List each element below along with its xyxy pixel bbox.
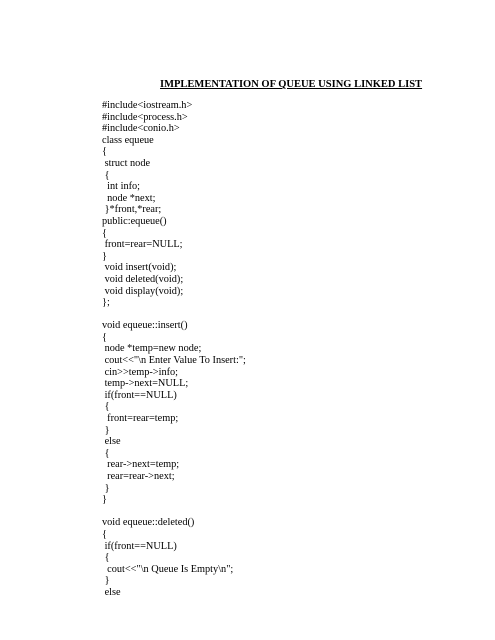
code-line: rear=rear->next; [102, 471, 175, 482]
code-line: } [102, 250, 107, 262]
blank-line [102, 309, 246, 321]
code-line: if(front==NULL) [102, 389, 177, 401]
code-line: front=rear=NULL; [102, 239, 183, 251]
code-line: { [102, 528, 107, 540]
code-line: { [102, 169, 110, 181]
code-line: { [102, 401, 110, 413]
code-line: { [102, 331, 107, 343]
code-line: rear->next=temp; [102, 459, 180, 471]
code-line: int info; [102, 181, 141, 193]
code-line: }*front,*rear; [102, 204, 162, 216]
code-line: #include<iostream.h> [102, 100, 193, 111]
code-line: node *next; [102, 192, 156, 204]
code-line: } [102, 482, 110, 494]
code-line: } [102, 575, 110, 587]
code-line: cout<<"\n Queue Is Empty\n"; [102, 563, 234, 575]
code-line: front=rear=temp; [102, 413, 179, 425]
code-line: }; [102, 297, 110, 309]
code-listing [102, 100, 246, 599]
code-line: else [102, 436, 121, 448]
code-line: else [102, 586, 121, 598]
code-line: void deleted(void); [102, 273, 184, 285]
code-line: temp->next=NULL; [102, 378, 189, 390]
code-line: #include<conio.h> [102, 123, 180, 135]
code-line: void display(void); [102, 285, 184, 297]
code-line: void insert(void); [102, 262, 177, 274]
code-line: #include<process.h> [102, 111, 188, 123]
code-line: { [102, 552, 110, 564]
code-line: void equeue::insert() [102, 320, 188, 332]
code-line: class equeue [102, 134, 154, 146]
code-line: node *temp=new node; [102, 343, 202, 355]
code-line: } [102, 424, 110, 436]
code-line: cin>>temp->info; [102, 366, 179, 378]
code-line: void equeue::deleted() [102, 517, 195, 529]
code-line: cout<<"\n Enter Value To Insert:"; [102, 355, 246, 367]
code-line: if(front==NULL) [102, 540, 177, 552]
code-line: public:equeue() [102, 215, 167, 227]
code-line: struct node [102, 157, 151, 169]
code-line: } [102, 494, 107, 506]
code-line: { [102, 447, 110, 459]
document-title: IMPLEMENTATION OF QUEUE USING LINKED LIST [160, 79, 423, 90]
code-line: { [102, 146, 107, 158]
blank-line [102, 506, 246, 518]
code-line: { [102, 227, 107, 239]
